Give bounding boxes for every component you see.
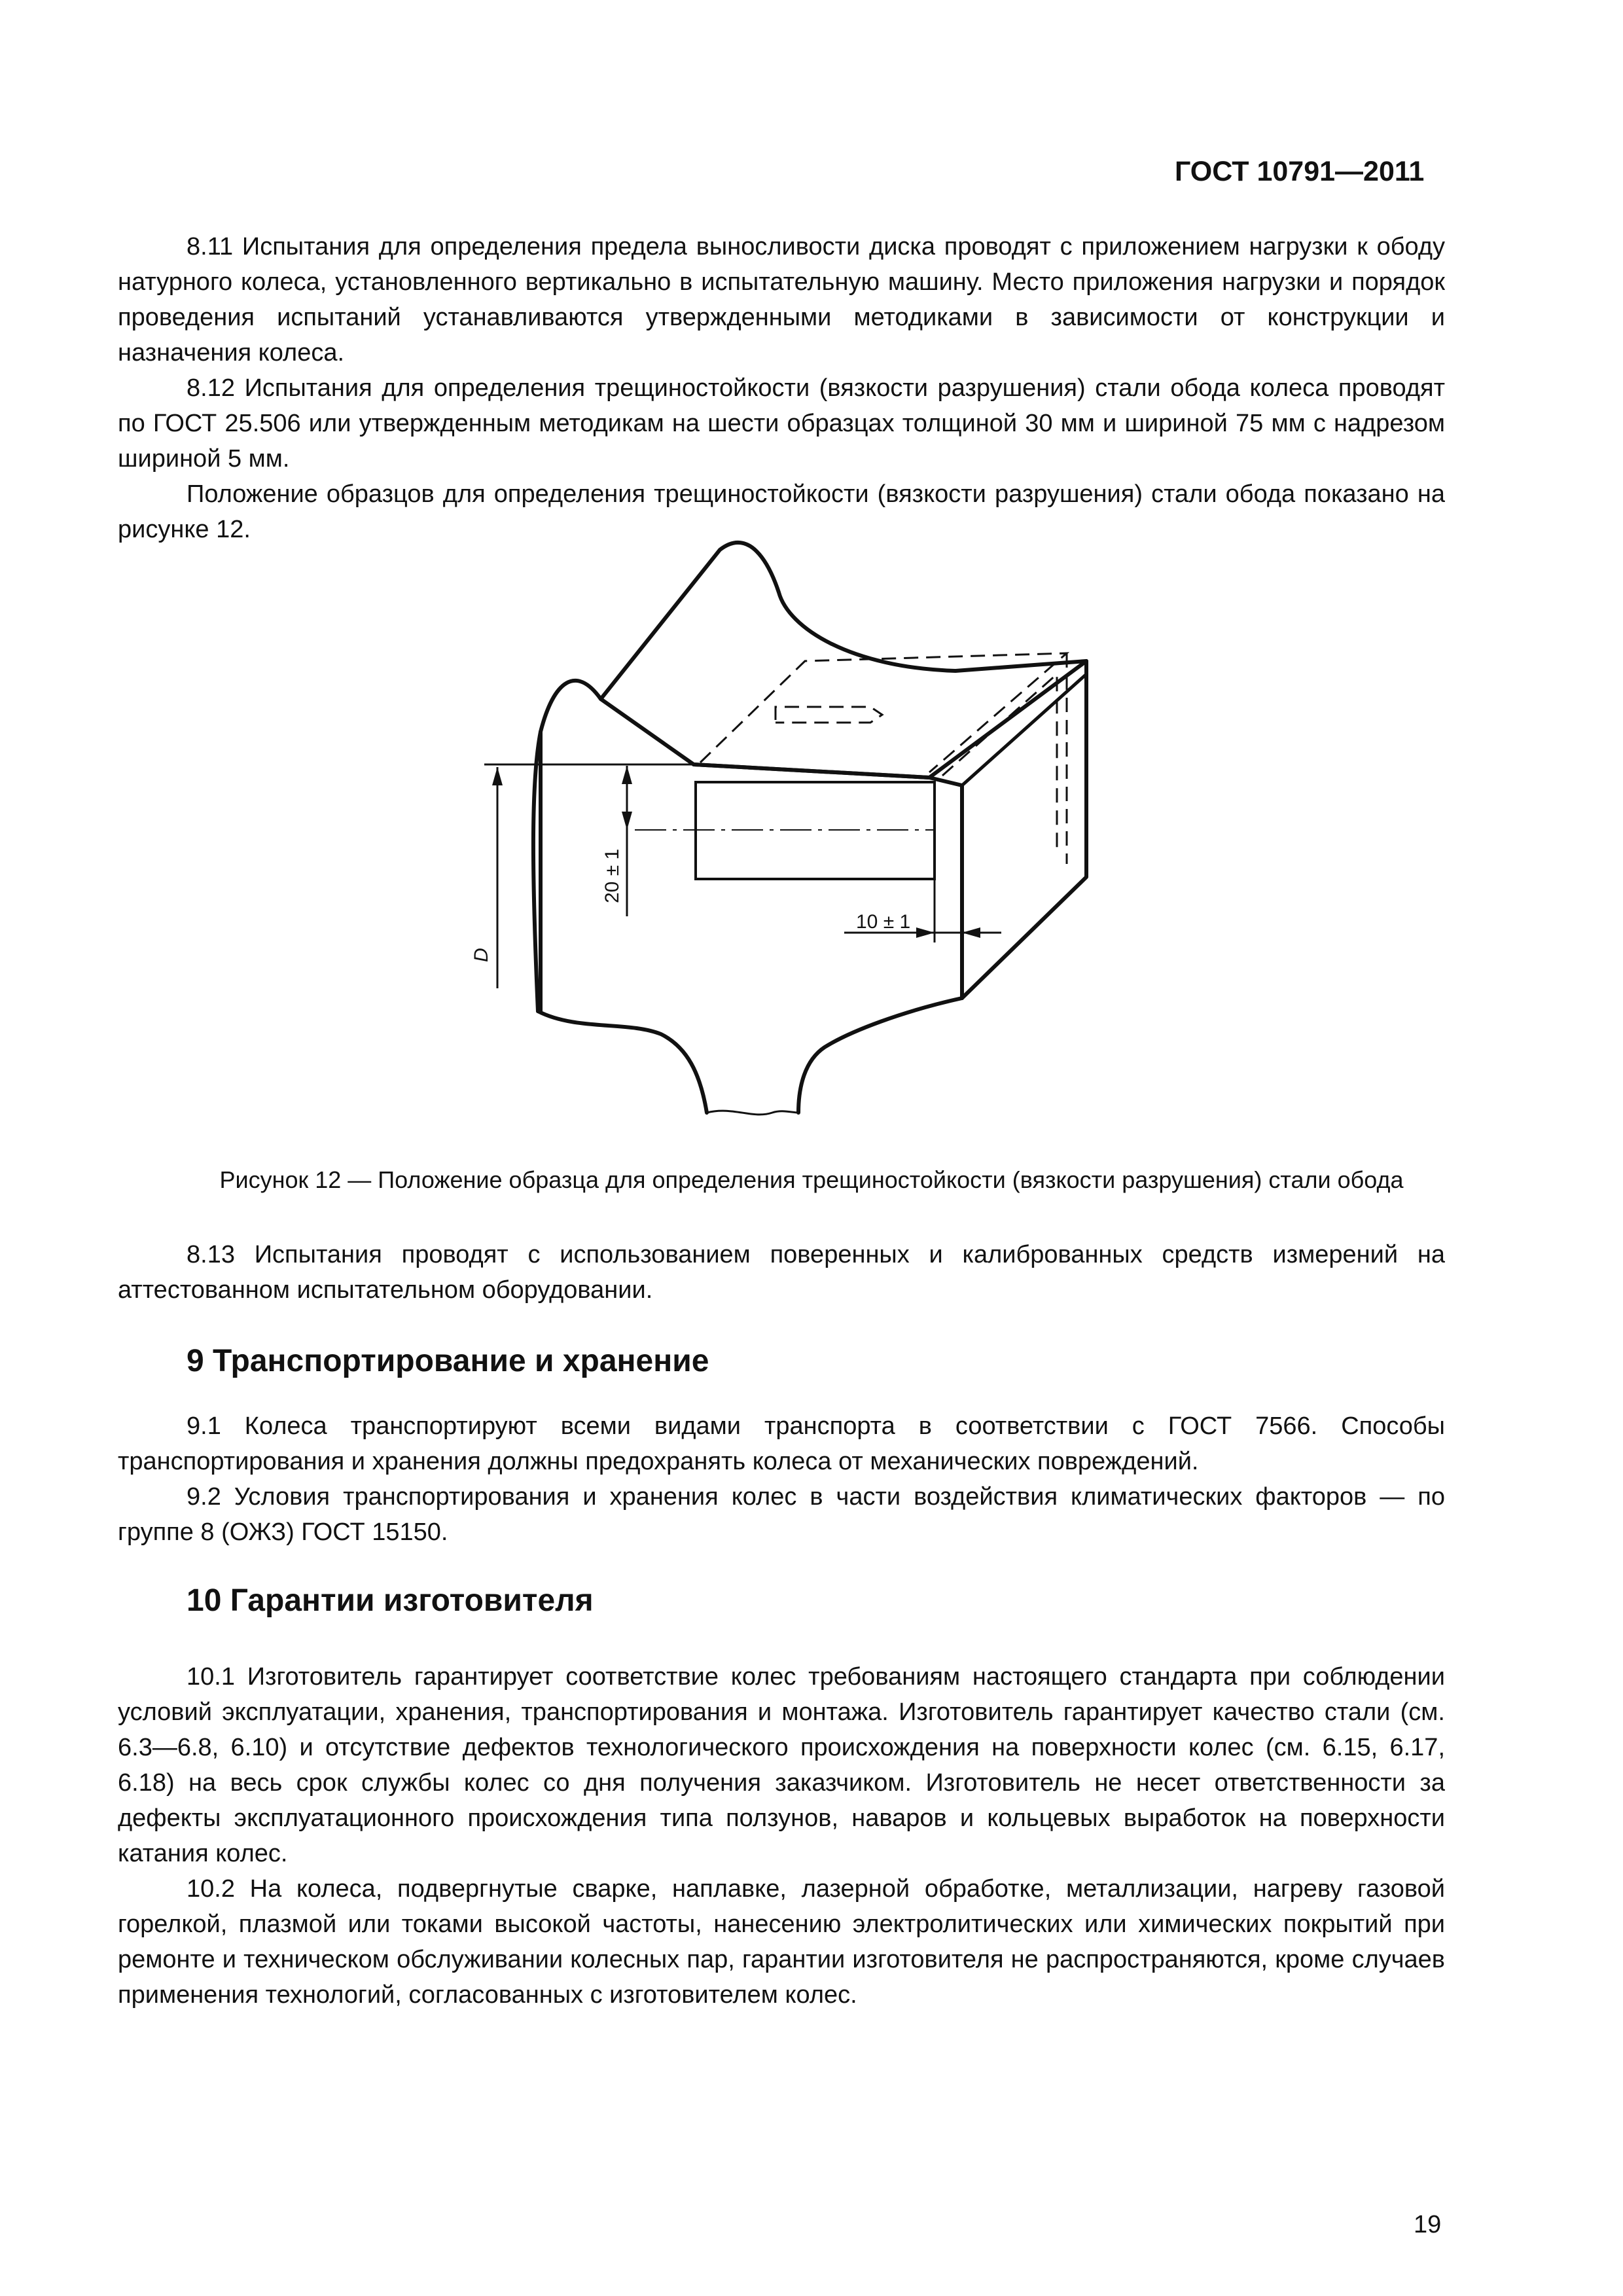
disc-break-line: [707, 1111, 798, 1115]
specimen-top-outline: [700, 653, 1067, 772]
specimen-inner-outline: [942, 674, 1057, 851]
rim-right-face: [929, 661, 1086, 998]
section-10-heading: 10 Гарантии изготовителя: [187, 1583, 594, 1618]
figure-caption: Рисунок 12 — Положение образца для определения трещиностойкости (вязкости разрушения) стали обода: [219, 1166, 1404, 1193]
paragraph-8-13: 8.13 Испытания проводят с использованием поверенных и калиброванных средств измерений на аттестованном испытательном оборудовании.: [118, 1241, 1445, 1304]
dim-width-arrow-left: [916, 927, 935, 938]
document-header: ГОСТ 10791—2011: [1175, 156, 1425, 187]
page-number: 19: [1414, 2211, 1442, 2238]
paragraph-8-11: 8.11 Испытания для определения предела выносливости диска проводят с приложением нагрузки к ободу натурного колеса, установленного вертикально в испытательную машину. Место приложения нагрузки и порядок проведения испытаний устанавливаются утвержденными методиками в зависимости от конструкции и назначения колеса.: [118, 233, 1445, 367]
rim-top-edge: [601, 699, 929, 778]
dim-diameter-label: D: [471, 948, 492, 962]
section-9-text: [118, 1408, 1445, 1550]
paragraph-block-8-13: [118, 1237, 1445, 1308]
section-9-heading: 9 Транспортирование и хранение: [187, 1344, 709, 1378]
notch-outline: [776, 707, 882, 723]
rim-base-curve-right: [798, 998, 962, 1113]
dim-width-label: 10 ± 1: [856, 911, 911, 933]
paragraph-figure-reference: Положение образцов для определения трещиностойкости (вязкости разрушения) стали обода показано на рисунке 12.: [118, 480, 1445, 543]
dim-width-arrow-right: [962, 927, 980, 938]
rim-base-curve: [538, 1011, 707, 1113]
dim-height-label: 20 ± 1: [601, 848, 623, 903]
dim-height-arrow-top: [622, 766, 632, 784]
rim-profile-outline: [533, 543, 1086, 1011]
paragraph-8-12: 8.12 Испытания для определения трещиностойкости (вязкости разрушения) стали обода колеса проводят по ГОСТ 25.506 или утвержденным методикам на шести образцах толщиной 30 мм и шириной 75 мм с надрезом шириной 5 мм.: [118, 374, 1445, 473]
paragraph-9-1: 9.1 Колеса транспортируют всеми видами транспорта в соответствии с ГОСТ 7566. Способы транспортирования и хранения должны предохранять колеса от механических повреждений.: [118, 1412, 1445, 1475]
paragraph-10-2: 10.2 На колеса, подвергнутые сварке, наплавке, лазерной обработке, металлизации, нагреву газовой горелкой, плазмой или токами высокой частоты, нанесению электролитических или химических покрытий при ремонте и техническом обслуживании колесных пар, гарантии изготовителя не распространяются, кроме случаев применения технологий, согласованных с изготовителем колес.: [118, 1875, 1445, 2009]
section-10-text: [118, 1659, 1445, 2013]
paragraph-9-2: 9.2 Условия транспортирования и хранения колес в части воздействия климатических факторов — по группе 8 (ОЖЗ) ГОСТ 15150.: [118, 1483, 1445, 1546]
rim-front-face: [694, 764, 962, 998]
dim-height-arrow-bottom: [622, 812, 632, 830]
dim-diameter-arrow: [492, 767, 503, 785]
paragraph-10-1: 10.1 Изготовитель гарантирует соответствие колес требованиям настоящего стандарта при соблюдении условий эксплуатации, хранения, транспортирования и монтажа. Изготовитель гарантирует качество стали (см. 6.3—6.8, 6.10) и отсутствие дефектов технологического происхождения на поверхности колес (см. 6.15, 6.17, 6.18) на весь срок службы колес со дня получения заказчиком. Изготовитель не несет ответственности за дефекты эксплуатационного происхождения типа ползунов, наваров и кольцевых выработок на поверхности катания колес.: [118, 1663, 1445, 1867]
